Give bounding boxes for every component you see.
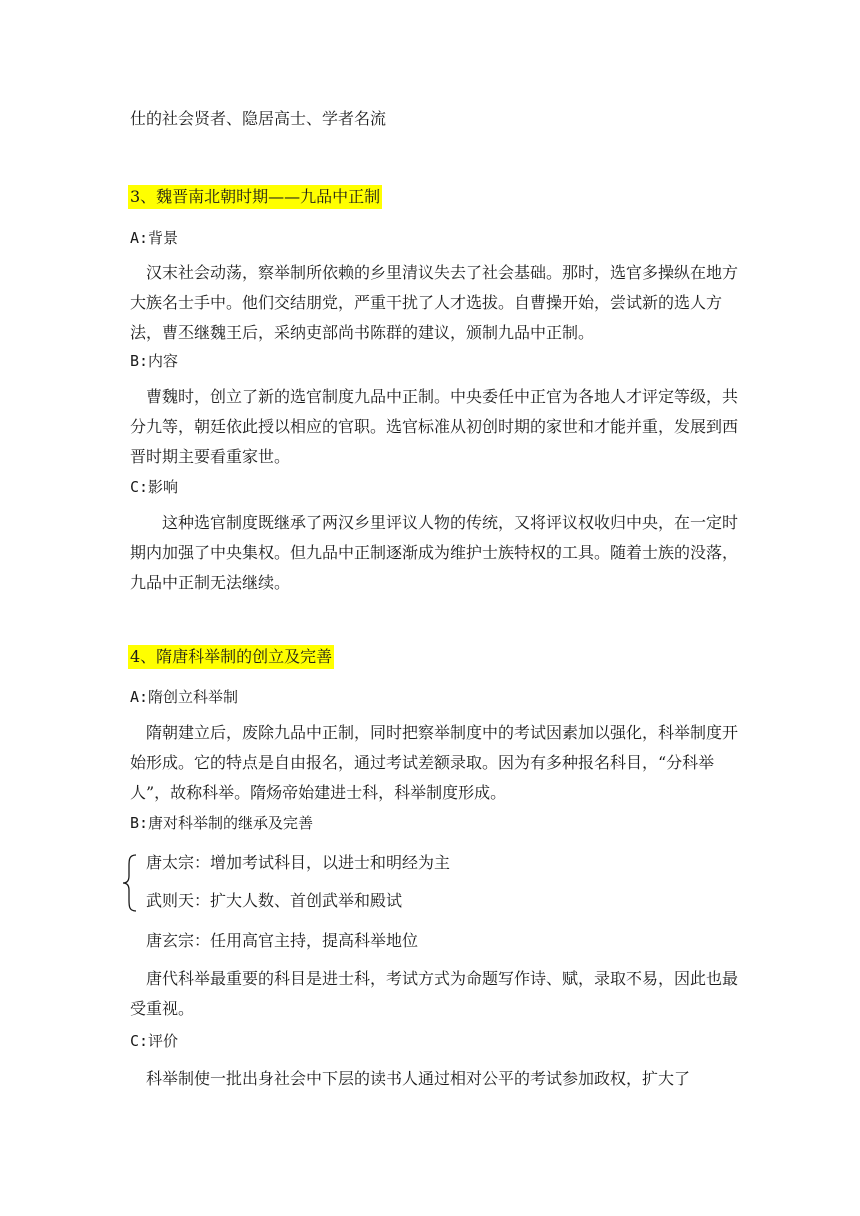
section3-c-label: C:影响 — [130, 478, 179, 496]
section4-c-label: C:评价 — [130, 1032, 179, 1050]
section3-a-label: A:背景 — [130, 229, 179, 247]
tang-item-wuzetian: 武则天：扩大人数、首创武举和殿试 — [146, 891, 403, 910]
section4-a-label: A:隋创立科举制 — [130, 688, 239, 706]
section3-heading — [128, 184, 382, 207]
section4-heading — [128, 644, 334, 667]
section4-c-paragraph: 科举制使一批出身社会中下层的读书人通过相对公平的考试参加政权，扩大了 — [146, 1069, 691, 1088]
section3-heading-text: 3、魏晋南北朝时期——九品中正制 — [128, 185, 382, 209]
curly-brace-icon — [122, 854, 138, 912]
section3-b-paragraph: 曹魏时，创立了新的选官制度九品中正制。中央委任中正官为各地人才评定等级，共分九等，朝廷依此授以相应的官职。选官标准从初创时期的家世和才能并重，发展到西晋时期主要看重家世。 — [130, 387, 739, 466]
tang-item-xuanzong: 唐玄宗：任用高官主持，提高科举地位 — [146, 931, 419, 950]
tang-item-taizong: 唐太宗：增加考试科目，以进士和明经为主 — [146, 853, 451, 872]
section3-c-paragraph: 这种选官制度既继承了两汉乡里评议人物的传统，又将评议权收归中央，在一定时期内加强了中央集权。但九品中正制逐渐成为维护士族特权的工具。随着士族的没落，九品中正制无法继续。 — [130, 513, 739, 592]
section4-b-paragraph: 唐代科举最重要的科目是进士科，考试方式为命题写作诗、赋，录取不易，因此也最受重视。 — [130, 969, 739, 1018]
section3-a-paragraph: 汉末社会动荡，察举制所依赖的乡里清议失去了社会基础。那时，选官多操纵在地方大族名士手中。他们交结朋党，严重干扰了人才选拔。自曹操开始，尝试新的选人方法，曹丕继魏王后，采纳吏部尚书陈群的建议，颁制九品中正制。 — [130, 263, 739, 342]
section4-a-paragraph: 隋朝建立后，废除九品中正制，同时把察举制度中的考试因素加以强化，科举制度开始形成。它的特点是自由报名，通过考试差额录取。因为有多种报名科目，“分科举人”，故称科举。隋炀帝始建进士科，科举制度形成。 — [130, 723, 739, 802]
section4-heading-text: 4、隋唐科举制的创立及完善 — [128, 645, 334, 669]
intro-line: 仕的社会贤者、隐居高士、学者名流 — [130, 109, 387, 128]
section4-b-label: B:唐对科举制的继承及完善 — [130, 814, 314, 832]
section3-b-label: B:内容 — [130, 352, 179, 370]
